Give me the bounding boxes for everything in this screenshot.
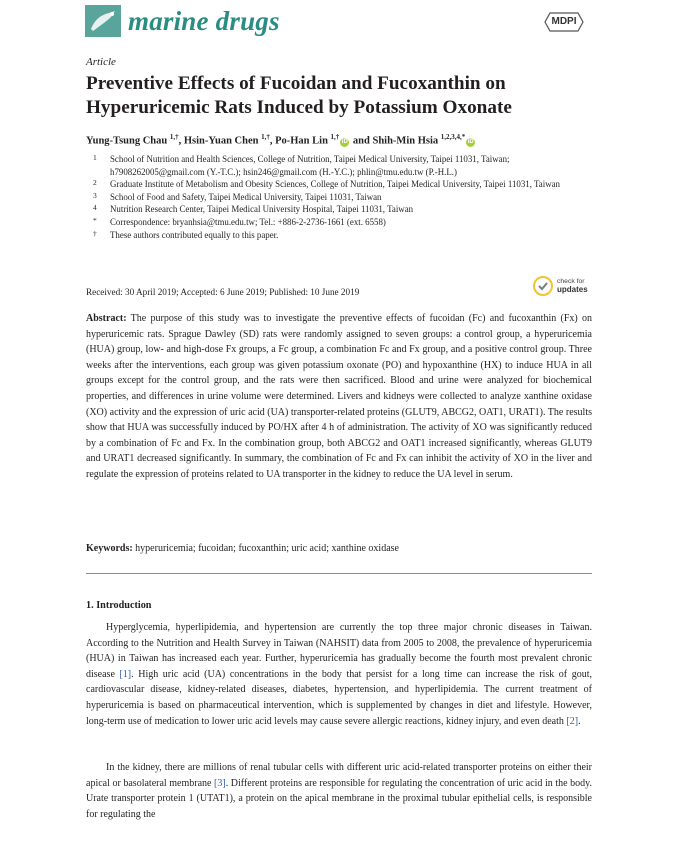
abstract xyxy=(86,311,592,483)
author-name[interactable]: Yung-Tsung Chau xyxy=(86,135,168,147)
author-affiliation-marks: 1,† xyxy=(261,133,270,141)
correspondence: * Correspondence: bryanhsia@tmu.edu.tw; Tel.: +886-2-2736-1661 (ext. 6558) xyxy=(93,215,386,227)
author-list: Yung-Tsung Chau $^{1,\dagger}$, Hsin-Yuan Chen $^{1,\dagger}$, Po-Han Lin $^{1,\dagger}$iD and Shih-Min Hsia $^{1,2,3,4,*}$iD xyxy=(86,133,474,147)
body-paragraph: In the kidney, there are millions of renal tubular cells with different uric acid-related transporter proteins on either their apical or basolateral membrane [3]. Different proteins are responsible for regulating the concentration of uric acid in the body. Urate transporter protein 1 (UTAT1), a protein on the apical membrane in the proximal tubular epithelial cells, is responsible for regulating the xyxy=(86,762,593,820)
check-for-updates-button[interactable] xyxy=(533,276,593,298)
affiliation-item: 1 School of Nutrition and Health Sciences, College of Nutrition, Taipei Medical University, Taipei 11031, Taiwan; h7908262005@gmail.com (Y.-T.C.); hsin246@gmail.com (H.-Y.C.); phlin@tmu.edu.tw (P.-H.L.) xyxy=(93,153,510,177)
orcid-icon[interactable]: iD xyxy=(467,138,474,145)
publisher-name: MDPI xyxy=(551,16,577,27)
body-paragraph: Hyperglycemia, hyperlipidemia, and hypertension are currently the top three major chronic diseases in Taiwan. According to the Nutrition and Health Survey in Taiwan (NAHSIT) data from 2005 to 2008, the prevalence of hyperuricemia (HUA) in Taiwan has increased each year. Further, hyperuricemia has gradually become the fourth most prevalent chronic disease [1]. High uric acid (UA) concentrations in the body that persist for a long time can increase the risk of gout, cardiovascular disease, kidney-related diseases, diabetes, hypertension, and hyperlipidemia. The current treatment of hyperuricemia is based on pharmaceutical intervention, which is supplemented by changes in diet and lifestyle. However, long-term use of medication to lower uric acid levels may cause severe allergic reactions, kidney injury, and even death [2]. xyxy=(86,622,592,727)
abstract-text: The purpose of this study was to investigate the preventive effects of fucoidan (Fc) and fucoxanthin (Fx) on hyperuricemic rats. Sprague Dawley (SD) rats were randomly assigned to seven groups: a control group, a hyperuricemia (HUA) group, low- and high-dose Fx groups, a Fc group, a combination Fc and Fx group, and a positive control group. Three weeks after the interventions, each group was given potassium oxonate (PO) and hypoxanthine (HX) to induce HUA in all groups except for the control group, and the rats were then sacrificed. Blood and urine were analyzed for biochemical properties, and differences in urine volume were determined. Livers and kidneys were collected to analyze xanthine oxidase (XO) activity and the expression of uric acid (UA) transporter-related proteins (GLUT9, ABCG2, OAT1, URAT1). The results show that HUA was successfully induced by PO/HX after 4 h of administration. The activity of XO was significantly reduced by a combination of Fc and Fx. In the combination group, both ABCG2 and OAT1 increased significantly, whereas GLUT9 and URAT1 decreased significantly. In summary, the combination of Fc and Fx can inhibit the activity of XO in the liver and regulate the expression of proteins related to UA transporter in the kidney to reduce the UA level in serum. xyxy=(86,313,592,480)
paper-title: Preventive Effects of Fucoidan and Fucoxanthin on Hyperuricemic Rats Induced by Potassium Oxonate xyxy=(86,73,512,118)
section-divider xyxy=(86,573,592,574)
affiliation-item: 2 Graduate Institute of Metabolism and Obesity Sciences, College of Nutrition, Taipei Medical University, Taipei 11031, Taiwan xyxy=(93,178,560,190)
journal-logo-icon xyxy=(85,5,121,37)
mdpi-logo-icon xyxy=(544,12,584,32)
check-updates-line2: updates xyxy=(557,285,588,294)
publication-dates: Received: 30 April 2019; Accepted: 6 June 2019; Published: 10 June 2019 xyxy=(86,287,360,297)
author-affiliation-marks: 1,† xyxy=(330,133,340,141)
affiliation-item: 4 Nutrition Research Center, Taipei Medical University Hospital, Taipei 11031, Taiwan xyxy=(93,203,414,215)
author-affiliation-marks: 1,† xyxy=(169,133,179,141)
keywords-text: hyperuricemia; fucoidan; fucoxanthin; uric acid; xanthine oxidase xyxy=(135,543,399,554)
affiliations xyxy=(93,153,593,241)
section-heading: 1. Introduction xyxy=(86,600,152,611)
abstract-label: Abstract: xyxy=(86,313,127,324)
affiliation-item: 3 School of Food and Safety, Taipei Medical University, Taipei 11031, Taiwan xyxy=(93,190,382,202)
check-updates-line1: check for xyxy=(557,278,585,285)
author-name[interactable]: Po-Han Lin xyxy=(275,135,328,147)
author-affiliation-marks: 1,2,3,4,* xyxy=(440,133,466,141)
article-type: Article xyxy=(86,56,116,68)
equal-contribution-note: † These authors contributed equally to this paper. xyxy=(93,228,279,240)
keywords xyxy=(86,543,592,554)
citation-link[interactable]: [2] xyxy=(566,715,579,727)
citation-link[interactable]: [3] xyxy=(214,777,226,789)
journal-name: marine drugs xyxy=(128,6,280,36)
author-name[interactable]: Hsin-Yuan Chen xyxy=(183,135,259,147)
citation-link[interactable]: [1] xyxy=(119,668,132,680)
check-updates-icon xyxy=(533,276,553,296)
author-name[interactable]: Shih-Min Hsia xyxy=(372,135,439,147)
orcid-icon[interactable]: iD xyxy=(341,138,348,145)
keywords-label: Keywords: xyxy=(86,543,133,554)
